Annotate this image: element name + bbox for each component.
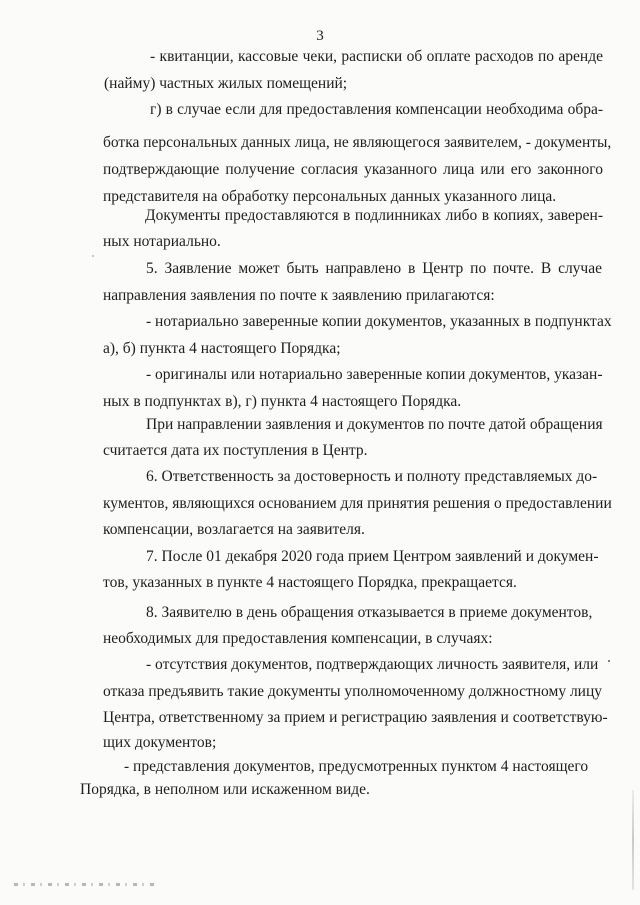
text-line: ных в подпунктах в), г) пункта 4 настоящего Порядка. (103, 393, 462, 410)
text-line: г) в случае если для предоставления компенсации необходима обра- (150, 101, 603, 118)
text-line: компенсации, возлагается на заявителя. (103, 521, 365, 538)
text-line: щих документов; (103, 734, 217, 751)
text-line: - представления документов, предусмотренных пунктом 4 настоящего (124, 758, 589, 775)
text-line: подтверждающие получение согласия указанного лица или его законного (103, 161, 603, 178)
text-line: Центра, ответственному за прием и регистрацию заявления и соответствую- (103, 709, 608, 726)
text-line: 8. Заявителю в день обращения отказывается в приеме документов, (146, 604, 593, 621)
text-line: Документы предоставляются в подлинниках либо в копиях, заверен- (145, 207, 603, 224)
text-line: - отсутствия документов, подтверждающих личность заявителя, или (146, 656, 599, 673)
text-line: кументов, являющихся основанием для принятия решения о предоставлении (103, 495, 612, 512)
scan-speck (92, 255, 94, 257)
text-line: ботка персональных данных лица, не являющегося заявителем, - документы, (103, 134, 612, 151)
text-line: 6. Ответственность за достоверность и полноту представляемых до- (146, 468, 598, 485)
text-line: Порядка, в неполном или искаженном виде. (80, 781, 370, 798)
text-line: необходимых для предоставления компенсации, в случаях: (103, 630, 493, 647)
scan-edge-shadow (632, 790, 634, 890)
page-number: 3 (316, 28, 324, 44)
text-line: - оригиналы или нотариально заверенные копии документов, указан- (146, 366, 603, 383)
text-line: 5. Заявление может быть направлено в Центр по почте. В случае (146, 260, 602, 277)
text-line: направления заявления по почте к заявлению прилагаются: (103, 287, 495, 304)
text-line: 7. После 01 декабря 2020 года прием Центром заявлений и докумен- (146, 548, 599, 565)
scan-speck (608, 660, 610, 662)
text-line: ных нотариально. (103, 233, 221, 250)
text-line: считается дата их поступления в Центр. (103, 442, 368, 459)
text-line: представителя на обработку персональных данных указанного лица. (103, 188, 557, 205)
text-line: - квитанции, кассовые чеки, расписки об оплате расходов по аренде (150, 48, 603, 65)
text-line: При направлении заявления и документов по почте датой обращения (146, 416, 603, 433)
text-line: (найму) частных жилых помещений; (104, 75, 348, 92)
text-line: тов, указанных в пункте 4 настоящего Порядка, прекращается. (103, 574, 517, 591)
text-line: а), б) пункта 4 настоящего Порядка; (103, 340, 341, 357)
text-line: отказа предъявить такие документы уполномоченному должностному лицу (103, 683, 603, 700)
text-line: - нотариально заверенные копии документов, указанных в подпунктах (146, 313, 612, 330)
scan-footer-noise (14, 883, 154, 886)
